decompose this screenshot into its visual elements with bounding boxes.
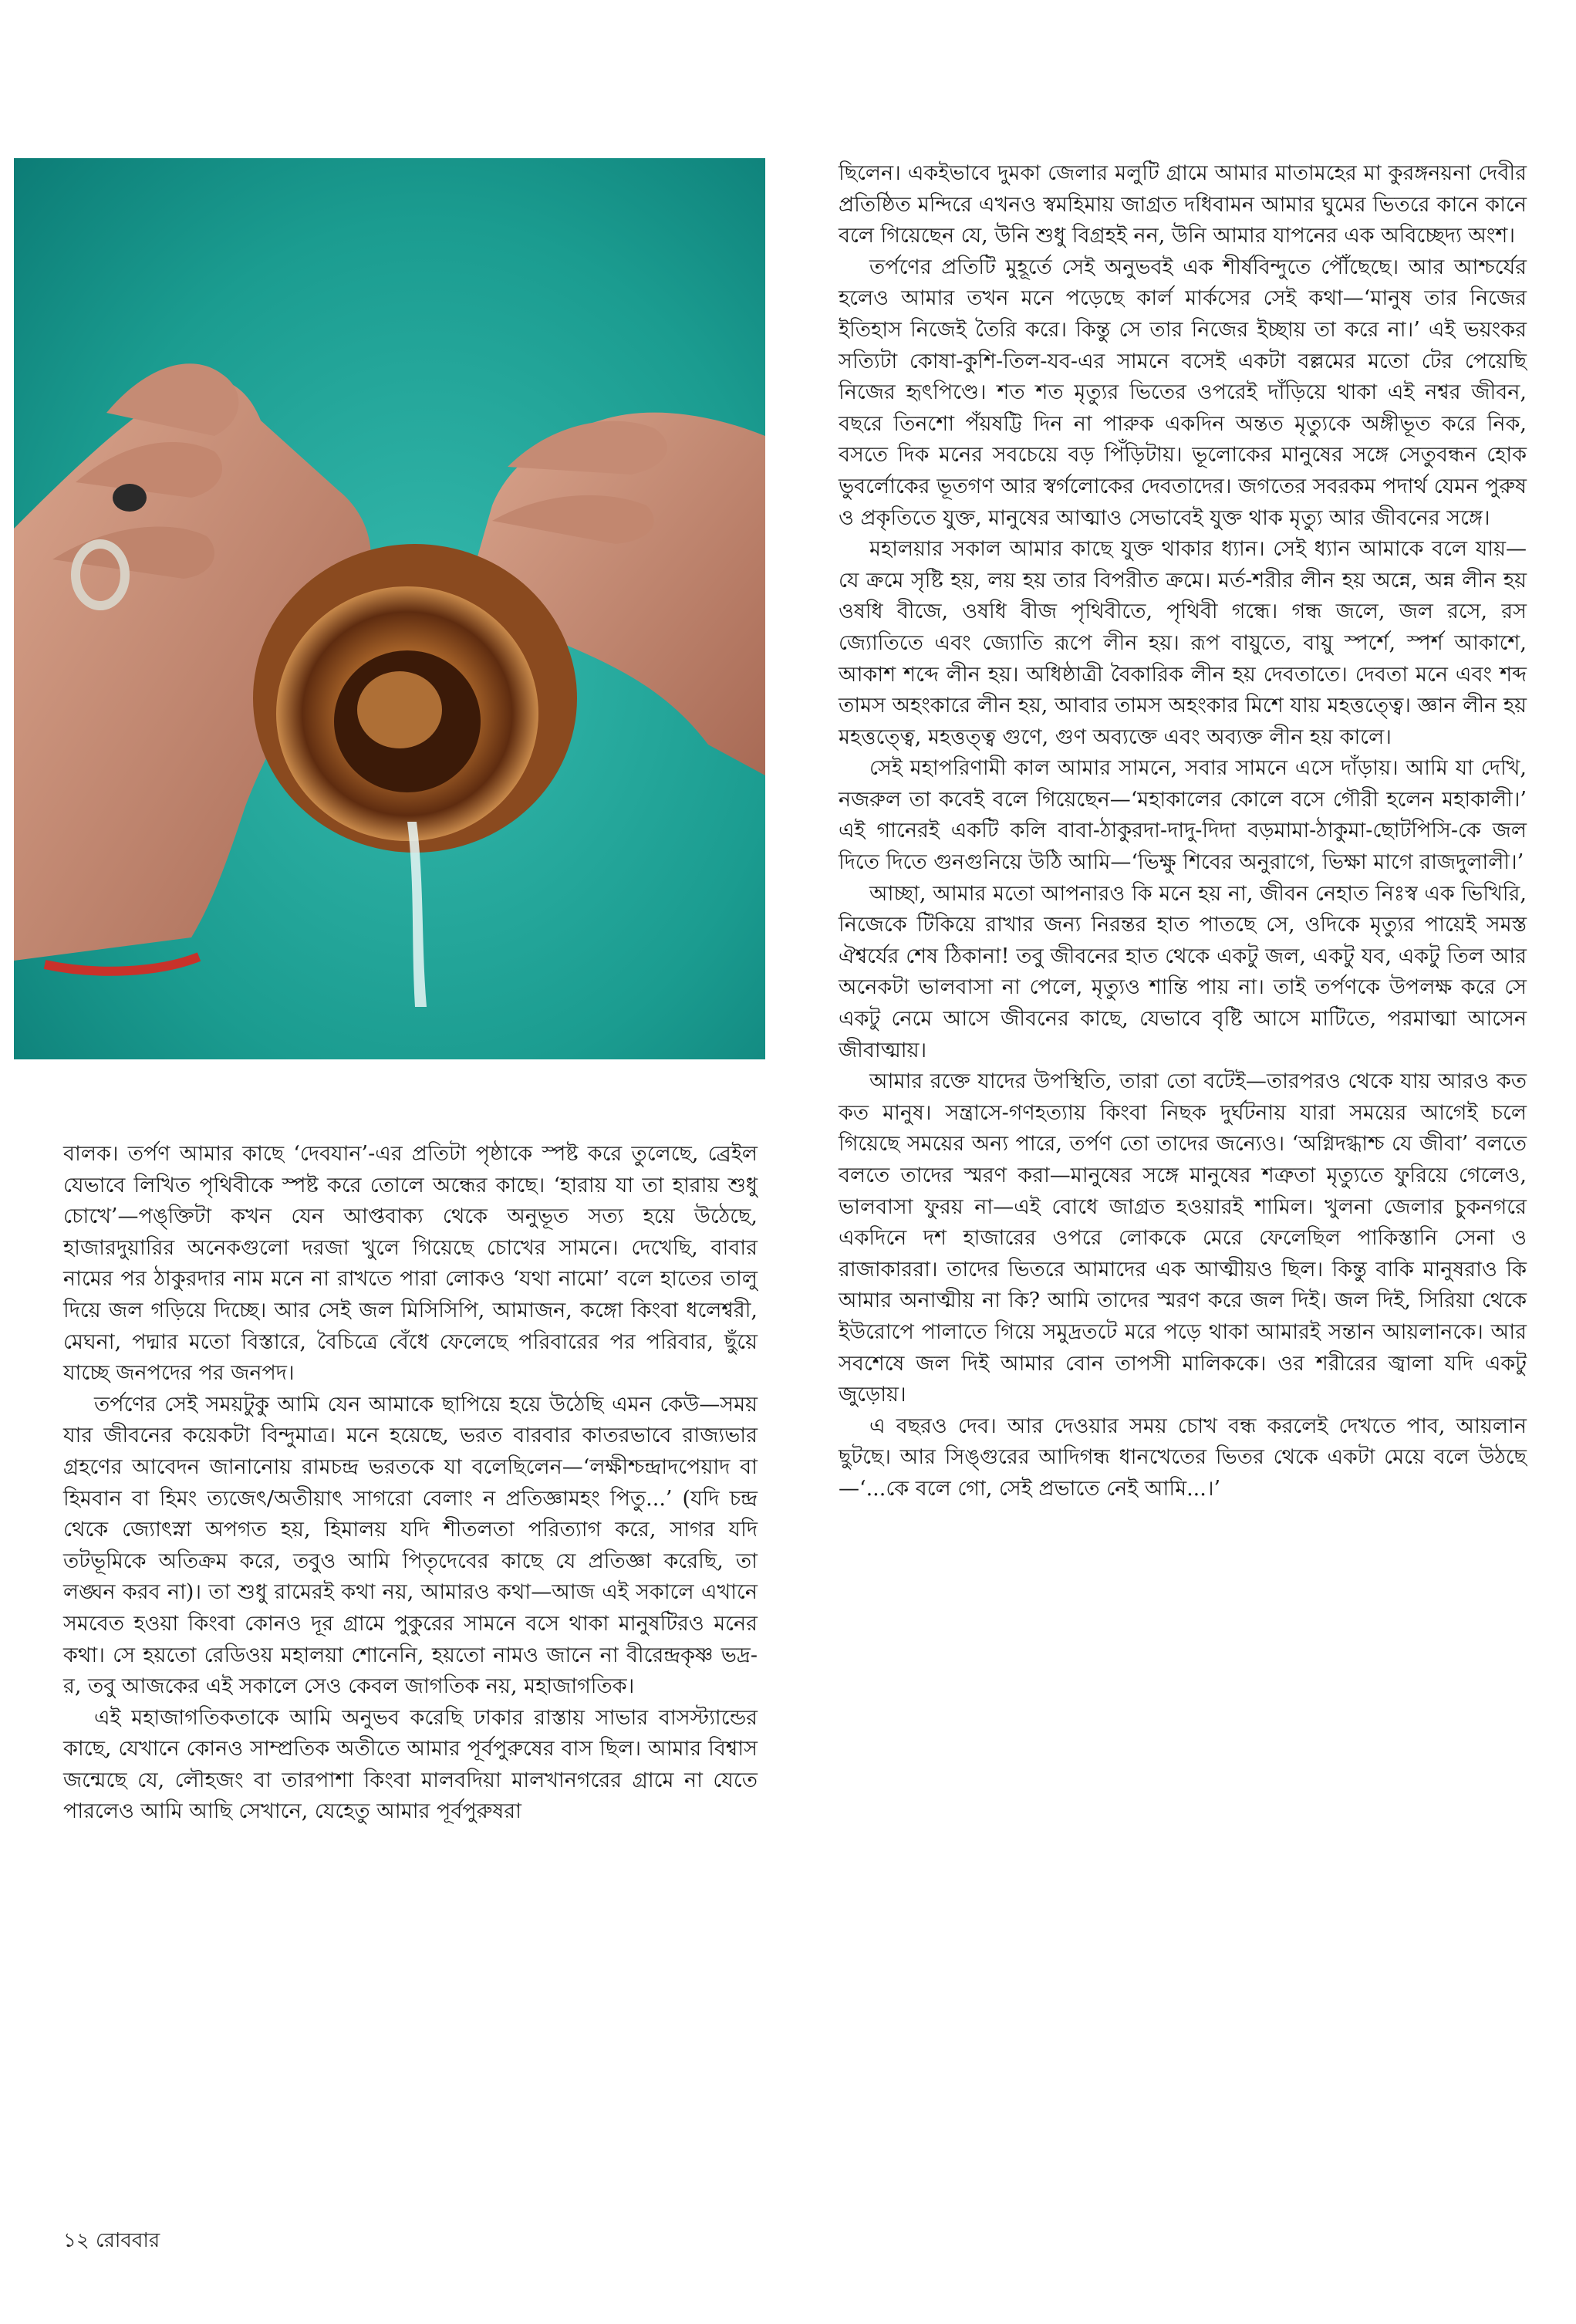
- right-text-column: [839, 158, 1527, 1505]
- paragraph: এ বছরও দেব। আর দেওয়ার সময় চোখ বন্ধ করলেই দেখতে পাব, আয়লান ছুটছে। আর সিঙ্গুরের আদিগন্ধ ধানখেতের ভিতর থেকে একটা মেয়ে বলে উঠছে—‘...কে বলে গো, সেই প্রভাতে নেই আমি...।’: [839, 1414, 1527, 1501]
- paragraph: আচ্ছা, আমার মতো আপনারও কি মনে হয় না, জীবন নেহাত নিঃস্ব এক ভিখিরি, নিজেকে টিকিয়ে রাখার জন্য নিরন্তর হাত পাতছে সে, ওদিকে মৃত্যুর পায়েই সমস্ত ঐশ্বর্যের শেষ ঠিকানা! তবু জীবনের হাত থেকে একটু জল, একটু যব, একটু তিল আর অনেকটা ভালবাসা না পেলে, মৃত্যুও শান্তি পায় না। তাই তর্পণকে উপলক্ষ করে সে একটু নেমে আসে জীবনের কাছে, যেভাবে বৃষ্টি আসে মাটিতে, পরমাত্মা আসেন জীবাত্মায়।: [839, 881, 1527, 1062]
- paragraph: এই মহাজাগতিকতাকে আমি অনুভব করেছি ঢাকার রাস্তায় সাভার বাসস্ট্যান্ডের কাছে, যেখানে কোনও সাম্প্রতিক অতীতে আমার পূর্বপুরুষের বাস ছিল। আমার বিশ্বাস জন্মেছে যে, লৌহজং বা তারপাশা কিংবা মালবদিয়া মালখানগরের গ্রামে না যেতে পারলেও আমি আছি সেখানে, যেহেতু আমার পূর্বপুরুষরা: [63, 1705, 758, 1824]
- left-text-column: [63, 1139, 758, 1828]
- hands-pouring-water-illustration: [14, 158, 765, 1059]
- paragraph: মহালয়ার সকাল আমার কাছে যুক্ত থাকার ধ্যান। সেই ধ্যান আমাকে বলে যায়—যে ক্রমে সৃষ্টি হয়, লয় হয় তার বিপরীত ক্রমে। মর্ত-শরীর লীন হয় অন্নে, অন্ন লীন হয় ওষধি বীজে, ওষধি বীজ পৃথিবীতে, পৃথিবী গন্ধে। গন্ধ জলে, জল রসে, রস জ্যোতিতে এবং জ্যোতি রূপে লীন হয়। রূপ বায়ুতে, বায়ু স্পর্শে, স্পর্শ আকাশে, আকাশ শব্দে লীন হয়। অধিষ্ঠাত্রী বৈকারিক লীন হয় দেবতাতে। দেবতা মনে এবং শব্দ তামস অহংকারে লীন হয়, আবার তামস অহংকার মিশে যায় মহত্তত্ত্বে। জ্ঞান লীন হয় মহত্তত্ত্বে, মহত্তত্ত্ব গুণে, গুণ অব্যক্তে এবং অব্যক্ত লীন হয় কালে।: [839, 537, 1527, 749]
- paragraph: তর্পণের প্রতিটি মুহূর্তে সেই অনুভবই এক শীর্ষবিন্দুতে পৌঁছেছে। আর আশ্চর্যের হলেও আমার তখন মনে পড়েছে কার্ল মার্কসের সেই কথা—‘মানুষ তার নিজের ইতিহাস নিজেই তৈরি করে। কিন্তু সে তার নিজের ইচ্ছায় তা করে না।’ এই ভয়ংকর সত্যিটা কোষা-কুশি-তিল-যব-এর সামনে বসেই একটা বল্লমের মতো টের পেয়েছি নিজের হৃৎপিণ্ডে। শত শত মৃত্যুর ভিতের ওপরেই দাঁড়িয়ে থাকা এই নশ্বর জীবন, বছরে তিনশো পঁয়ষট্টি দিন না পারুক একদিন অন্তত মৃত্যুকে অঙ্গীভূত করে নিক, বসতে দিক মনের সবচেয়ে বড় পিঁড়িটায়। ভূলোকের মানুষের সঙ্গে সেতুবন্ধন হোক ভুবর্লোকের ভূতগণ আর স্বর্গলোকের দেবতাদের। জগতের সবরকম পদার্থ যেমন পুরুষ ও প্রকৃতিতে যুক্ত, মানুষের আত্মাও সেভাবেই যুক্ত থাক মৃত্যু আর জীবনের সঙ্গে।: [839, 255, 1527, 530]
- tarpan-photo: [14, 158, 765, 1059]
- paragraph: সেই মহাপরিণামী কাল আমার সামনে, সবার সামনে এসে দাঁড়ায়। আমি যা দেখি, নজরুল তা কবেই বলে গিয়েছেন—‘মহাকালের কোলে বসে গৌরী হলেন মহাকালী।’ এই গানেরই একটি কলি বাবা-ঠাকুরদা-দাদু-দিদা বড়মামা-ঠাকুমা-ছোটপিসি-কে জল দিতে দিতে গুনগুনিয়ে উঠি আমি—‘ভিক্ষু শিবের অনুরাগে, ভিক্ষা মাগে রাজদুলালী।’: [839, 756, 1527, 875]
- paragraph: বালক। তর্পণ আমার কাছে ‘দেবযান’-এর প্রতিটা পৃষ্ঠাকে স্পষ্ট করে তুলেছে, ব্রেইল যেভাবে লিখিত পৃথিবীকে স্পষ্ট করে তোলে অন্ধের কাছে। ‘হারায় যা তা হারায় শুধু চোখে’—পঙ্‌ক্তিটা কখন যেন আপ্তবাক্য থেকে অনুভূত সত্য হয়ে উঠেছে, হাজারদুয়ারির অনেকগুলো দরজা খুলে গিয়েছে চোখের সামনে। দেখেছি, বাবার নামের পর ঠাকুরদার নাম মনে না রাখতে পারা লোকও ‘যথা নামো’ বলে হাতের তালু দিয়ে জল গড়িয়ে দিচ্ছে। আর সেই জল মিসিসিপি, আমাজন, কঙ্গো কিংবা ধলেশ্বরী, মেঘনা, পদ্মার মতো বিস্তারে, বৈচিত্রে বেঁধে ফেলেছে পরিবারের পর পরিবার, ছুঁয়ে যাচ্ছে জনপদের পর জনপদ।: [63, 1142, 758, 1386]
- paragraph: আমার রক্তে যাদের উপস্থিতি, তারা তো বটেই—তারপরও থেকে যায় আরও কত কত মানুষ। সন্ত্রাসে-গণহত্যায় কিংবা নিছক দুর্ঘটনায় যারা সময়ের আগেই চলে গিয়েছে সময়ের অন্য পারে, তর্পণ তো তাদের জন্যেও। ‘অগ্নিদগ্ধাশ্চ যে জীবা’ বলতে বলতে তাদের স্মরণ করা—মানুষের সঙ্গে মানুষের শত্রুতা মৃত্যুতে ফুরিয়ে গেলেও, ভালবাসা ফুরয় না—এই বোধে জাগ্রত হওয়ারই শামিল। খুলনা জেলার চুকনগরে একদিনে দশ হাজারের ওপরে লোককে মেরে ফেলেছিল পাকিস্তানি সেনা ও রাজাকাররা। তাদের ভিতরে আমাদের এক আত্মীয়ও ছিল। কিন্তু বাকি মানুষরাও কি আমার অনাত্মীয় না কি? আমি তাদের স্মরণ করে জল দিই। জল দিই, সিরিয়া থেকে ইউরোপে পালাতে গিয়ে সমুদ্রতটে মরে পড়ে থাকা আমারই সন্তান আয়লানকে। আর সবশেষে জল দিই আমার বোন তাপসী মালিককে। ওর শরীরের জ্বালা যদি একটু জুড়োয়।: [839, 1069, 1527, 1407]
- page-folio: ১২ রোববার: [63, 2229, 160, 2252]
- paragraph: তর্পণের সেই সময়টুকু আমি যেন আমাকে ছাপিয়ে হয়ে উঠেছি এমন কেউ—সময় যার জীবনের কয়েকটা বিন্দুমাত্র। মনে হয়েছে, ভরত বারবার কাতরভাবে রাজ্যভার গ্রহণের আবেদন জানানোয় রামচন্দ্র ভরতকে যা বলেছিলেন—‘লক্ষীশ্চন্দ্রাদপেয়াদ বা হিমবান বা হিমং ত্যজেৎ/অতীয়াৎ সাগরো বেলাং ন প্রতিজ্ঞামহং পিতু...’ (যদি চন্দ্র থেকে জ্যোৎস্না অপগত হয়, হিমালয় যদি শীতলতা পরিত্যাগ করে, সাগর যদি তটভূমিকে অতিক্রম করে, তবুও আমি পিতৃদেবের কাছে যে প্রতিজ্ঞা করেছি, তা লঙ্ঘন করব না)। তা শুধু রামেরই কথা নয়, আমারও কথা—আজ এই সকালে এখানে সমবেত হওয়া কিংবা কোনও দূর গ্রামে পুকুরের সামনে বসে থাকা মানুষটিরও মনের কথা। সে হয়তো রেডিওয় মহালয়া শোনেনি, হয়তো নামও জানে না বীরেন্দ্রকৃষ্ণ ভদ্র-র, তবু আজকের এই সকালে সেও কেবল জাগতিক নয়, মহাজাগতিক।: [63, 1392, 758, 1699]
- paragraph: ছিলেন। একইভাবে দুমকা জেলার মলুটি গ্রামে আমার মাতামহের মা কুরঙ্গনয়না দেবীর প্রতিষ্ঠিত মন্দিরে এখনও স্বমহিমায় জাগ্রত দধিবামন আমার ঘুমের ভিতরে কানে কানে বলে গিয়েছেন যে, উনি শুধু বিগ্রহই নন, উনি আমার যাপনের এক অবিচ্ছেদ্য অংশ।: [839, 161, 1527, 248]
